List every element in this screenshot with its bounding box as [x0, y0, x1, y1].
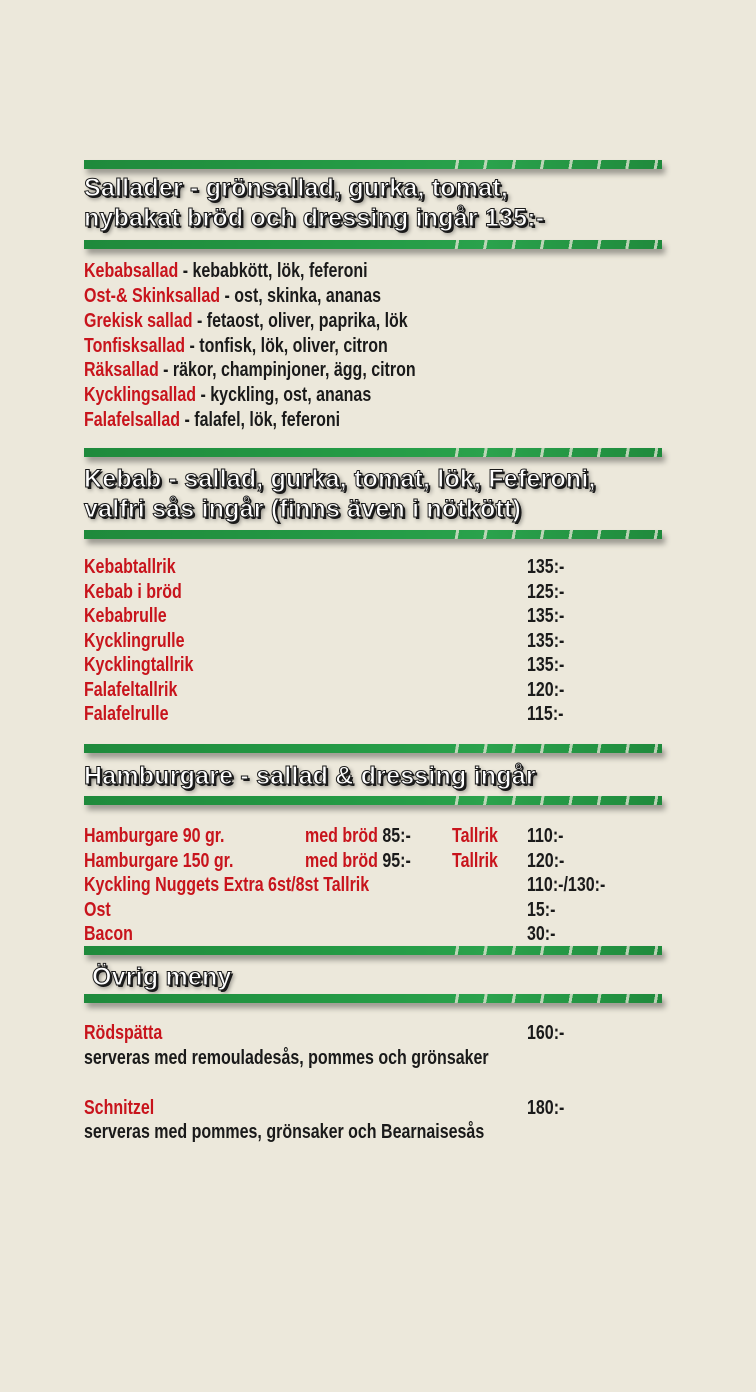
salad-item-kycklingsallad: Kycklingsallad - kyckling, ost, ananas — [84, 384, 372, 406]
burger-row-plate-label: Tallrik — [452, 825, 498, 847]
ovrig-item-desc: serveras med remouladesås, pommes och grönsaker — [84, 1047, 489, 1069]
kebab-item-price: 115:- — [527, 703, 564, 725]
extra-item-price: 15:- — [527, 899, 556, 921]
green-stripe — [84, 240, 662, 249]
salad-item-tonfisksallad: Tonfisksallad - tonfisk, lök, oliver, citron — [84, 335, 388, 357]
ovrig-item-price: 180:- — [527, 1097, 565, 1119]
extra-item-price: 110:-/130:- — [527, 874, 606, 896]
green-stripe — [84, 946, 662, 955]
sallader-heading-line2: nybakat bröd och dressing ingår 135:- — [84, 204, 545, 232]
green-stripe — [84, 744, 662, 753]
green-stripe — [84, 160, 662, 169]
kebab-item-name: Kycklingtallrik — [84, 654, 194, 676]
salad-item-grekisk-sallad: Grekisk sallad - fetaost, oliver, paprika, lök — [84, 310, 408, 332]
ovrig-heading: Övrig meny — [92, 963, 232, 991]
extra-item-name: Kyckling Nuggets Extra 6st/8st Tallrik — [84, 874, 370, 896]
hamburgare-heading: Hamburgare - sallad & dressing ingår — [84, 762, 536, 790]
green-stripe — [84, 530, 662, 539]
kebab-item-price: 120:- — [527, 679, 565, 701]
extra-item-price: 30:- — [527, 923, 556, 945]
sallader-heading-line1: Sallader - grönsallad, gurka, tomat, — [84, 174, 508, 202]
kebab-item-name: Kebabrulle — [84, 605, 167, 627]
ovrig-item-desc: serveras med pommes, grönsaker och Bearnaisesås — [84, 1121, 485, 1143]
kebab-item-name: Kebabtallrik — [84, 556, 176, 578]
kebab-item-price: 125:- — [527, 581, 565, 603]
burger-row-price: 110:- — [527, 825, 564, 847]
burger-row-bread: med bröd 85:- — [305, 825, 411, 847]
green-stripe — [84, 796, 662, 805]
extra-item-name: Ost — [84, 899, 111, 921]
kebab-item-name: Falafelrulle — [84, 703, 169, 725]
burger-row-bread: med bröd 95:- — [305, 850, 411, 872]
kebab-item-name: Kebab i bröd — [84, 581, 182, 603]
extra-item-name: Bacon — [84, 923, 133, 945]
salad-item-kebabsallad: Kebabsallad - kebabkött, lök, feferoni — [84, 260, 368, 282]
kebab-heading-line2: valfri sås ingår (finns även i nötkött) — [84, 495, 522, 523]
kebab-item-name: Kycklingrulle — [84, 630, 185, 652]
kebab-item-price: 135:- — [527, 556, 565, 578]
kebab-item-price: 135:- — [527, 630, 565, 652]
salad-item-raksallad: Räksallad - räkor, champinjoner, ägg, citron — [84, 359, 416, 381]
ovrig-item-name: Rödspätta — [84, 1022, 163, 1044]
ovrig-item-price: 160:- — [527, 1022, 565, 1044]
kebab-item-price: 135:- — [527, 605, 565, 627]
burger-row-price: 120:- — [527, 850, 565, 872]
burger-row-plate-label: Tallrik — [452, 850, 498, 872]
ovrig-item-name: Schnitzel — [84, 1097, 155, 1119]
kebab-item-name: Falafeltallrik — [84, 679, 178, 701]
burger-row-name: Hamburgare 90 gr. — [84, 825, 225, 847]
kebab-item-price: 135:- — [527, 654, 565, 676]
burger-row-name: Hamburgare 150 gr. — [84, 850, 234, 872]
kebab-heading-line1: Kebab - sallad, gurka, tomat, lök, Feferoni, — [84, 465, 596, 493]
green-stripe — [84, 994, 662, 1003]
salad-item-falafelsallad: Falafelsallad - falafel, lök, feferoni — [84, 409, 341, 431]
salad-item-ost-skinksallad: Ost-& Skinksallad - ost, skinka, ananas — [84, 285, 382, 307]
green-stripe — [84, 448, 662, 457]
